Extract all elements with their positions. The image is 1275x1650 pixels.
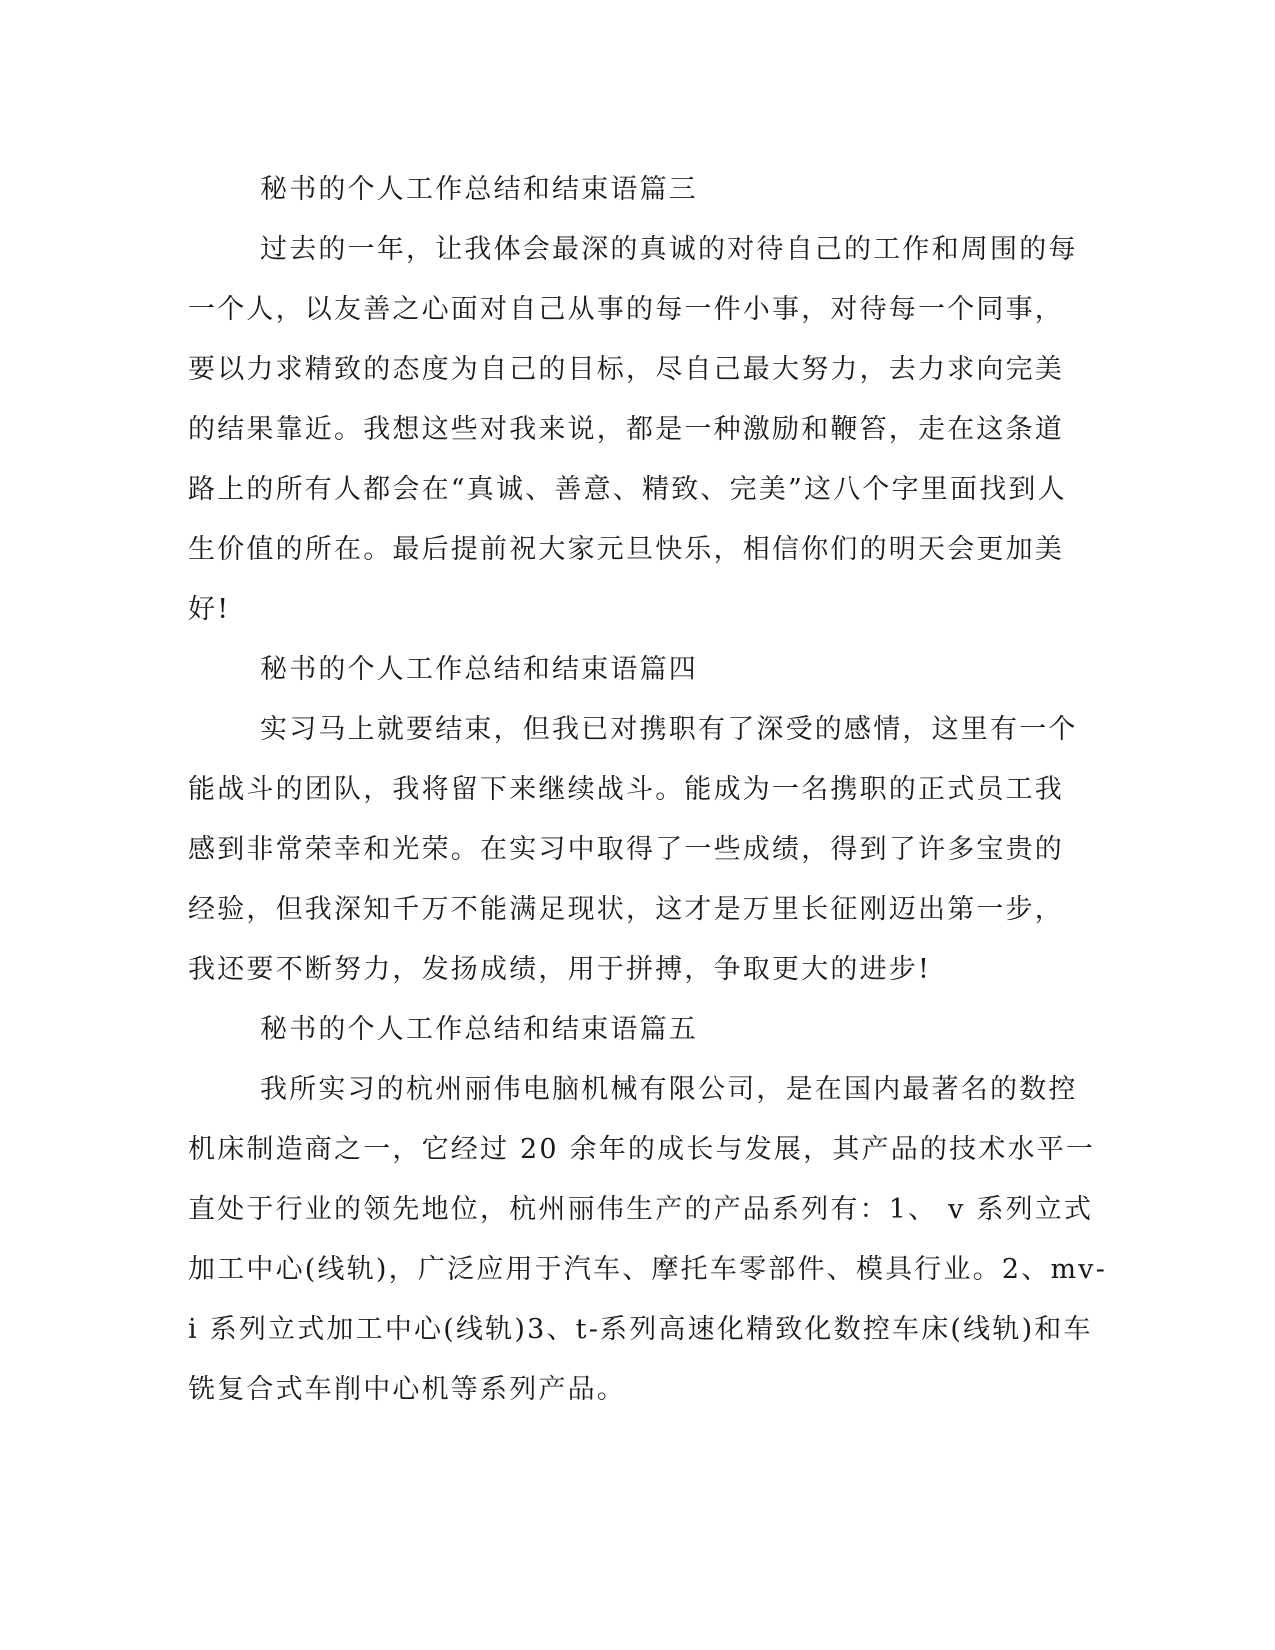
paragraph-line: 要以力求精致的态度为自己的目标，尽自己最大努力，去力求向完美 xyxy=(188,354,1064,385)
section-paragraph xyxy=(188,700,1078,1000)
paragraph-line: 好! xyxy=(188,594,231,625)
paragraph-line: 实习马上就要结束，但我已对携职有了深受的感情，这里有一个 xyxy=(260,714,1078,745)
paragraph-line: 过去的一年，让我体会最深的真诚的对待自己的工作和周围的每 xyxy=(260,234,1078,265)
section-heading: 秘书的个人工作总结和结束语篇四 xyxy=(260,654,698,685)
paragraph-line: 加工中心(线轨)，广泛应用于汽车、摩托车零部件、模具行业。2、mv- xyxy=(188,1254,1108,1285)
section-paragraph xyxy=(188,1060,1108,1420)
section-heading: 秘书的个人工作总结和结束语篇五 xyxy=(260,1014,698,1045)
paragraph-line: 我还要不断努力，发扬成绩，用于拼搏，争取更大的进步! xyxy=(188,954,932,985)
paragraph-line: 我所实习的杭州丽伟电脑机械有限公司，是在国内最著名的数控 xyxy=(260,1074,1078,1105)
paragraph-line: 机床制造商之一，它经过 20 余年的成长与发展，其产品的技术水平一 xyxy=(188,1134,1096,1165)
paragraph-line: 能战斗的团队，我将留下来继续战斗。能成为一名携职的正式员工我 xyxy=(188,774,1064,805)
document-body xyxy=(188,160,1108,1420)
paragraph-line: 直处于行业的领先地位，杭州丽伟生产的产品系列有：1、 v 系列立式 xyxy=(188,1194,1094,1225)
paragraph-line: 铣复合式车削中心机等系列产品。 xyxy=(188,1374,626,1405)
paragraph-line: 生价值的所在。最后提前祝大家元旦快乐，相信你们的明天会更加美 xyxy=(188,534,1064,565)
paragraph-line: 感到非常荣幸和光荣。在实习中取得了一些成绩，得到了许多宝贵的 xyxy=(188,834,1064,865)
paragraph-line: 经验，但我深知千万不能满足现状，这才是万里长征刚迈出第一步， xyxy=(188,894,1064,925)
section-paragraph xyxy=(188,220,1078,640)
paragraph-line: 路上的所有人都会在“真诚、善意、精致、完美”这八个字里面找到人 xyxy=(188,474,1067,505)
paragraph-line: 一个人，以友善之心面对自己从事的每一件小事，对待每一个同事， xyxy=(188,294,1064,325)
paragraph-line: 的结果靠近。我想这些对我来说，都是一种激励和鞭笞，走在这条道 xyxy=(188,414,1064,445)
section-heading: 秘书的个人工作总结和结束语篇三 xyxy=(260,174,698,205)
paragraph-line: i 系列立式加工中心(线轨)3、t-系列高速化精致化数控车床(线轨)和车 xyxy=(188,1314,1093,1345)
